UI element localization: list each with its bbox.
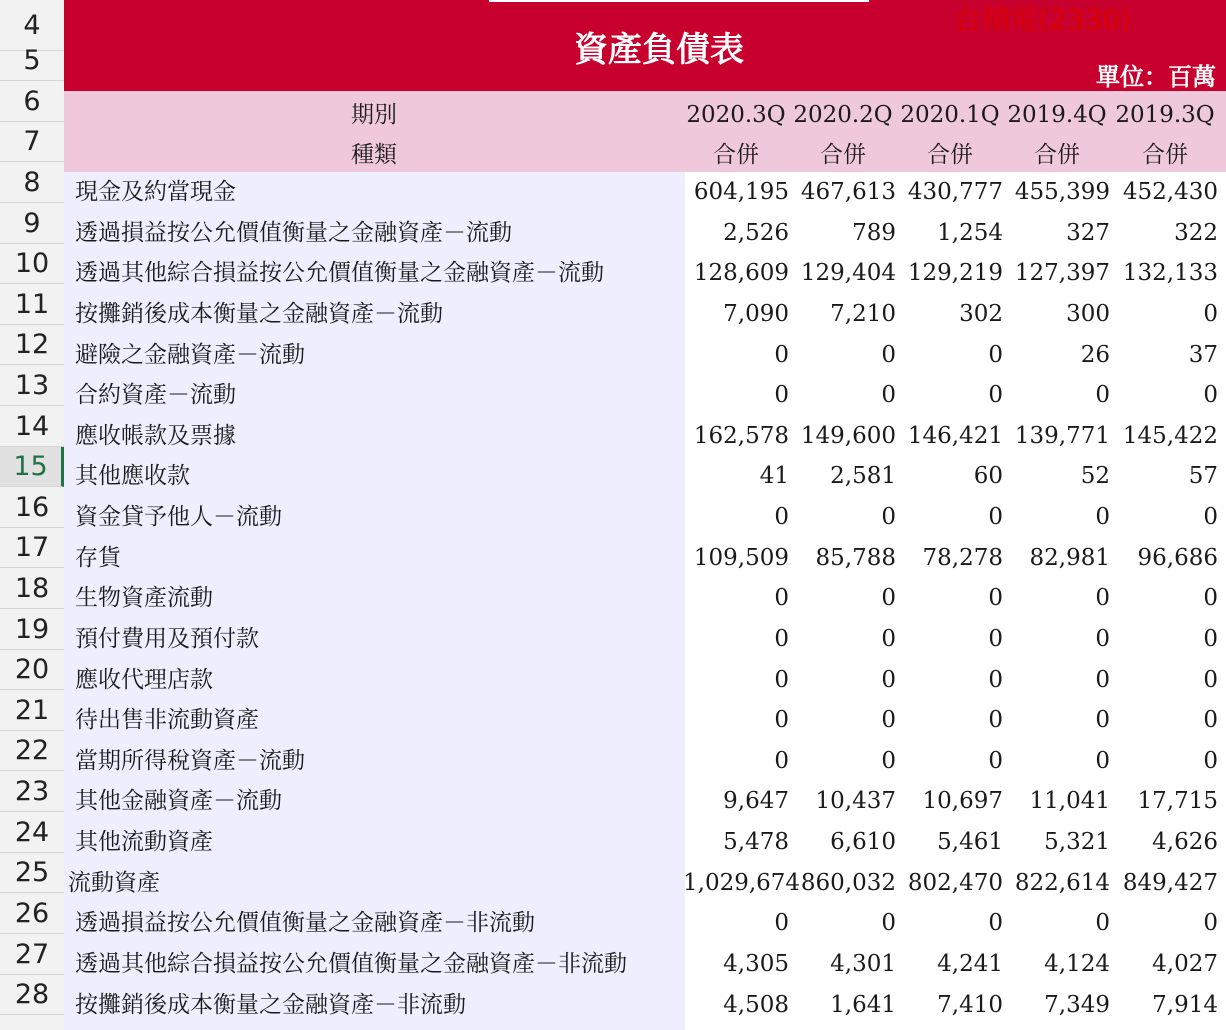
value-cell[interactable]: 0 [988, 707, 1003, 734]
value-cell[interactable]: 0 [774, 747, 789, 774]
table-row [0, 741, 1226, 781]
row-label-cell[interactable]: 透過損益按公允價值衡量之金融資產－流動 [75, 219, 512, 246]
period-header-cell[interactable]: 2020.1Q [900, 102, 1000, 128]
value-cell[interactable]: 4,305 [723, 950, 789, 977]
table-row [0, 985, 1226, 1025]
value-cell[interactable]: 0 [774, 341, 789, 368]
period-header-cell[interactable]: 2019.3Q [1115, 102, 1215, 128]
value-cell[interactable]: 0 [881, 382, 896, 409]
value-cell[interactable]: 162,578 [693, 422, 789, 449]
value-cell[interactable]: 4,508 [723, 991, 789, 1018]
value-cell[interactable]: 849,427 [1122, 869, 1218, 896]
value-cell[interactable]: 300 [1066, 300, 1110, 327]
row-number-19[interactable]: 19 [0, 609, 64, 650]
table-row [0, 822, 1226, 862]
value-cell[interactable]: 85,788 [815, 544, 896, 571]
value-cell[interactable]: 57 [1188, 463, 1218, 490]
value-cell[interactable]: 0 [881, 585, 896, 612]
value-cell[interactable]: 0 [881, 341, 896, 368]
sheet-title: 資產負債表 [574, 30, 744, 70]
value-cell[interactable]: 145,422 [1122, 422, 1218, 449]
value-cell[interactable]: 0 [774, 666, 789, 693]
value-cell[interactable]: 9,647 [723, 788, 789, 815]
table-row [0, 863, 1226, 903]
value-cell[interactable]: 452,430 [1122, 179, 1218, 205]
value-cell[interactable]: 467,613 [800, 179, 896, 205]
row-number-24[interactable]: 24 [0, 812, 64, 853]
value-cell[interactable]: 0 [1095, 504, 1110, 531]
row-label-cell[interactable]: 按攤銷後成本衡量之金融資產－流動 [75, 300, 443, 327]
row-label-cell[interactable]: 其他應收款 [75, 463, 190, 490]
table-row [0, 375, 1226, 415]
row-label-cell[interactable]: 透過損益按公允價值衡量之金融資產－非流動 [75, 910, 535, 937]
row-label-cell[interactable]: 待出售非流動資產 [75, 707, 259, 734]
row-label-cell[interactable]: 資金貸予他人－流動 [75, 504, 282, 531]
value-cell[interactable]: 0 [881, 707, 896, 734]
value-cell[interactable]: 0 [988, 382, 1003, 409]
table-row [0, 538, 1226, 578]
value-cell[interactable]: 0 [881, 625, 896, 652]
value-cell[interactable]: 96,686 [1137, 544, 1218, 571]
row-number-14[interactable]: 14 [0, 406, 64, 447]
value-cell[interactable]: 52 [1080, 463, 1110, 490]
value-cell[interactable]: 0 [774, 382, 789, 409]
table-row [0, 903, 1226, 943]
value-cell[interactable]: 1,641 [830, 991, 896, 1018]
value-cell[interactable]: 1,029,674 [683, 869, 801, 896]
type-header-cell[interactable]: 合併 [820, 142, 866, 168]
row-label-cell[interactable]: 透過其他綜合損益按公允價值衡量之金融資產－非流動 [75, 950, 627, 977]
table-row [0, 213, 1226, 253]
value-cell[interactable]: 0 [988, 910, 1003, 937]
value-cell[interactable]: 822,614 [1014, 869, 1110, 896]
row-label-cell[interactable]: 其他流動資產 [75, 829, 213, 856]
value-cell[interactable]: 128,609 [693, 260, 789, 287]
row-number-26[interactable]: 26 [0, 893, 64, 934]
row-number-20[interactable]: 20 [0, 650, 64, 690]
table-row [0, 253, 1226, 293]
row-number-10[interactable]: 10 [0, 244, 64, 284]
value-cell[interactable]: 5,461 [937, 829, 1003, 856]
row-label-cell[interactable]: 合約資產－流動 [75, 382, 236, 409]
value-cell[interactable]: 0 [1095, 707, 1110, 734]
value-cell[interactable]: 7,349 [1044, 991, 1110, 1018]
value-cell[interactable]: 0 [988, 666, 1003, 693]
table-row [0, 619, 1226, 659]
value-cell[interactable]: 322 [1174, 219, 1218, 246]
row-number-21[interactable]: 21 [0, 690, 64, 731]
row-label-cell[interactable]: 生物資產流動 [75, 585, 213, 612]
row-label-cell[interactable]: 應收代理店款 [75, 666, 213, 693]
value-cell[interactable]: 10,437 [815, 788, 896, 815]
value-cell[interactable]: 149,600 [800, 422, 896, 449]
table-row [0, 944, 1226, 984]
row-number-13[interactable]: 13 [0, 365, 64, 406]
value-cell[interactable]: 4,626 [1152, 829, 1218, 856]
value-cell[interactable]: 78,278 [922, 544, 1003, 571]
value-cell[interactable]: 0 [1095, 585, 1110, 612]
table-row [0, 294, 1226, 334]
row-number-28[interactable]: 28 [0, 975, 64, 1015]
row-number-16[interactable]: 16 [0, 487, 64, 528]
type-header-cell[interactable]: 合併 [713, 142, 759, 168]
row-number-4[interactable]: 4 [0, 0, 64, 51]
value-cell[interactable]: 139,771 [1014, 422, 1110, 449]
value-cell[interactable]: 0 [1203, 707, 1218, 734]
value-cell[interactable]: 17,715 [1137, 788, 1218, 815]
row-label-cell[interactable]: 透過其他綜合損益按公允價值衡量之金融資產－流動 [75, 260, 604, 287]
unit-label: 單位：百萬 [1096, 63, 1216, 91]
value-cell[interactable]: 7,210 [830, 300, 896, 327]
value-cell[interactable]: 26 [1080, 341, 1110, 368]
company-name: 台積電(2330) [954, 3, 1132, 36]
table-row [0, 660, 1226, 700]
value-cell[interactable]: 789 [852, 219, 896, 246]
value-cell[interactable]: 0 [1203, 747, 1218, 774]
value-cell[interactable]: 6,610 [830, 829, 896, 856]
row-number-17[interactable]: 17 [0, 528, 64, 568]
value-cell[interactable]: 10,697 [922, 788, 1003, 815]
table-row [0, 416, 1226, 456]
row-number-23[interactable]: 23 [0, 771, 64, 812]
value-cell[interactable]: 0 [1095, 910, 1110, 937]
row-number-8[interactable]: 8 [0, 162, 64, 203]
type-header-cell[interactable]: 合併 [927, 142, 973, 168]
value-cell[interactable]: 0 [774, 910, 789, 937]
value-cell[interactable]: 327 [1066, 219, 1110, 246]
row-label-cell[interactable]: 現金及約當現金 [75, 179, 236, 205]
value-cell[interactable]: 5,321 [1044, 829, 1110, 856]
type-header-cell[interactable]: 合併 [1034, 142, 1080, 168]
value-cell[interactable]: 7,090 [723, 300, 789, 327]
value-cell[interactable]: 4,301 [830, 950, 896, 977]
value-cell[interactable]: 132,133 [1122, 260, 1218, 287]
value-cell[interactable]: 11,041 [1029, 788, 1110, 815]
table-row [0, 497, 1226, 537]
value-cell[interactable]: 0 [881, 910, 896, 937]
value-cell[interactable]: 146,421 [907, 422, 1003, 449]
value-cell[interactable]: 129,219 [907, 260, 1003, 287]
table-row [0, 335, 1226, 375]
row-number-22[interactable]: 22 [0, 731, 64, 771]
value-cell[interactable]: 4,124 [1044, 950, 1110, 977]
period-header-cell[interactable]: 2019.4Q [1007, 102, 1107, 128]
value-cell[interactable]: 0 [774, 504, 789, 531]
value-cell[interactable]: 37 [1188, 341, 1218, 368]
value-cell[interactable]: 0 [1095, 382, 1110, 409]
row-number-7[interactable]: 7 [0, 122, 64, 162]
value-cell[interactable]: 302 [959, 300, 1003, 327]
row-number-6[interactable]: 6 [0, 81, 64, 122]
title-banner[interactable] [64, 0, 1226, 91]
value-cell[interactable]: 5,478 [723, 829, 789, 856]
value-cell[interactable]: 0 [1203, 585, 1218, 612]
value-cell[interactable]: 0 [988, 504, 1003, 531]
value-cell[interactable]: 860,032 [800, 869, 896, 896]
value-cell[interactable]: 0 [774, 625, 789, 652]
value-cell[interactable]: 41 [759, 463, 789, 490]
period-header-cell[interactable]: 2020.3Q [686, 102, 786, 128]
row-label-cell[interactable]: 按攤銷後成本衡量之金融資產－非流動 [75, 991, 466, 1018]
period-header-label[interactable]: 期別 [351, 102, 397, 128]
row-label-cell[interactable]: 當期所得稅資產－流動 [75, 747, 305, 774]
value-cell[interactable]: 0 [1203, 666, 1218, 693]
table-row [0, 456, 1226, 496]
row-number-25[interactable]: 25 [0, 853, 64, 893]
value-cell[interactable]: 7,914 [1152, 991, 1218, 1018]
table-row [0, 578, 1226, 618]
value-cell[interactable]: 82,981 [1029, 544, 1110, 571]
value-cell[interactable]: 4,241 [937, 950, 1003, 977]
table-row [0, 172, 1226, 212]
value-cell[interactable]: 0 [881, 747, 896, 774]
value-cell[interactable]: 0 [1095, 625, 1110, 652]
value-cell[interactable]: 7,410 [937, 991, 1003, 1018]
row-number-18[interactable]: 18 [0, 568, 64, 609]
value-cell[interactable]: 0 [988, 747, 1003, 774]
table-row [0, 781, 1226, 821]
row-number-11[interactable]: 11 [0, 284, 64, 325]
value-cell[interactable]: 0 [1095, 747, 1110, 774]
value-cell[interactable]: 60 [973, 463, 1003, 490]
value-cell[interactable]: 4,027 [1152, 950, 1218, 977]
row-label-cell[interactable]: 預付費用及預付款 [75, 625, 259, 652]
value-cell[interactable]: 430,777 [907, 179, 1003, 205]
period-header-cell[interactable]: 2020.2Q [793, 102, 893, 128]
row-label-cell[interactable]: 存貨 [75, 544, 121, 571]
type-header-label[interactable]: 種類 [351, 142, 397, 168]
table-row [0, 700, 1226, 740]
row-number-5[interactable]: 5 [0, 41, 64, 81]
value-cell[interactable]: 604,195 [693, 179, 789, 205]
row-label-cell[interactable]: 避險之金融資產－流動 [75, 341, 305, 368]
value-cell[interactable]: 455,399 [1014, 179, 1110, 205]
row-label-cell[interactable]: 流動資產 [68, 869, 160, 896]
value-cell[interactable]: 0 [774, 585, 789, 612]
value-cell[interactable]: 0 [881, 504, 896, 531]
row-number-9[interactable]: 9 [0, 203, 64, 244]
value-cell[interactable]: 129,404 [800, 260, 896, 287]
value-cell[interactable]: 0 [1203, 504, 1218, 531]
value-cell[interactable]: 0 [1203, 910, 1218, 937]
value-cell[interactable]: 127,397 [1014, 260, 1110, 287]
type-header-cell[interactable]: 合併 [1142, 142, 1188, 168]
value-cell[interactable]: 802,470 [907, 869, 1003, 896]
column-header-band [64, 91, 1226, 172]
value-cell[interactable]: 2,581 [830, 463, 896, 490]
value-cell[interactable]: 109,509 [693, 544, 789, 571]
row-number-15[interactable]: 15 [0, 447, 64, 487]
value-cell[interactable]: 0 [881, 666, 896, 693]
value-cell[interactable]: 0 [1203, 382, 1218, 409]
value-cell[interactable]: 0 [988, 585, 1003, 612]
value-cell[interactable]: 0 [774, 707, 789, 734]
value-cell[interactable]: 0 [988, 625, 1003, 652]
title-top-border [489, 0, 869, 2]
value-cell[interactable]: 0 [1095, 666, 1110, 693]
row-number-12[interactable]: 12 [0, 325, 64, 365]
value-cell[interactable]: 1,254 [937, 219, 1003, 246]
row-number-27[interactable]: 27 [0, 934, 64, 975]
value-cell[interactable]: 0 [1203, 300, 1218, 327]
value-cell[interactable]: 0 [1203, 625, 1218, 652]
row-label-cell[interactable]: 其他金融資產－流動 [75, 788, 282, 815]
value-cell[interactable]: 2,526 [723, 219, 789, 246]
value-cell[interactable]: 0 [988, 341, 1003, 368]
row-label-cell[interactable]: 應收帳款及票據 [75, 422, 236, 449]
